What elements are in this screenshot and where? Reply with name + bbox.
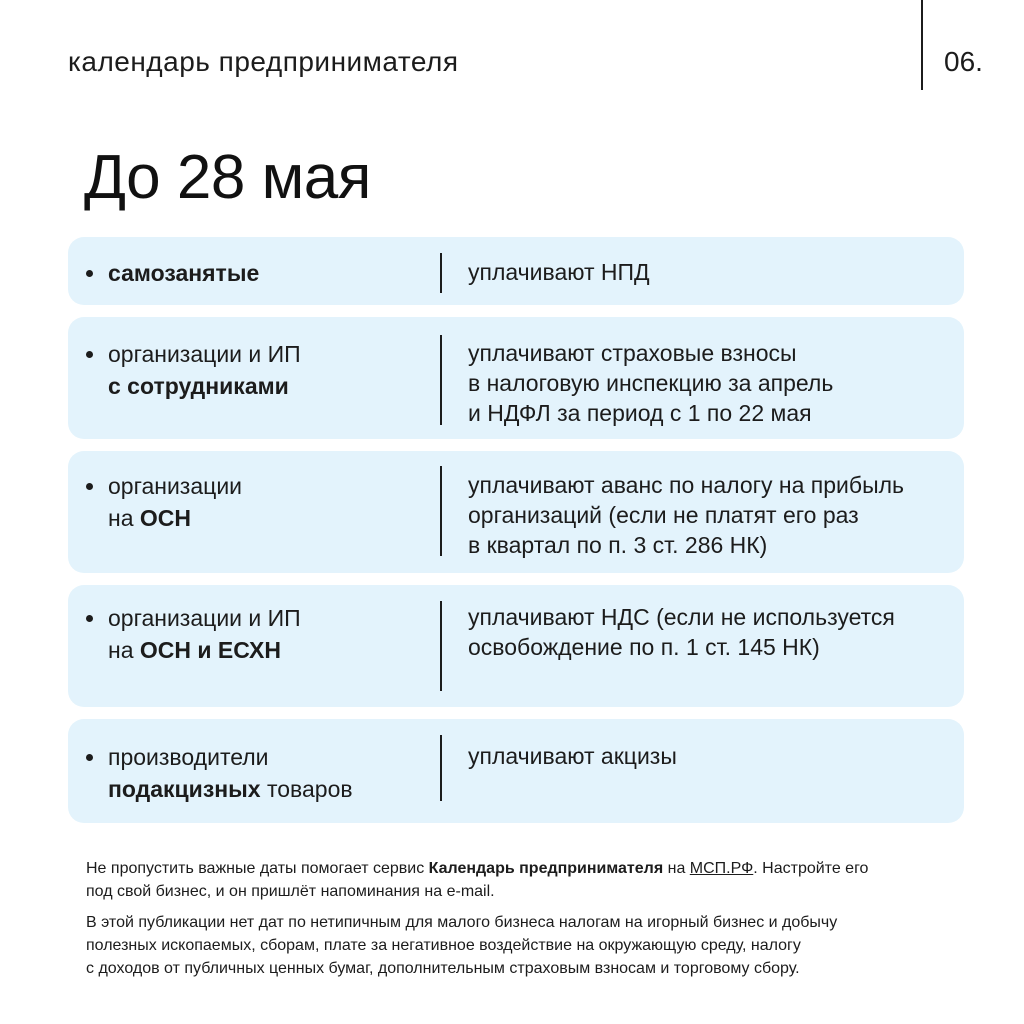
taxpayer-text: товаров — [260, 776, 353, 802]
header-divider — [921, 0, 923, 90]
card-taxpayer — [68, 338, 440, 402]
card-obligation — [442, 741, 677, 771]
obligation-line: уплачивают аванс по налогу на прибыль — [468, 472, 905, 498]
card-obligation — [442, 257, 650, 287]
footer-notes — [86, 857, 966, 988]
deadline-cards — [68, 237, 964, 835]
taxpayer-text: организации и ИП — [108, 605, 301, 631]
taxpayer-emphasis: ОСН и ЕСХН — [139, 637, 281, 663]
taxpayer-text: организации — [108, 473, 243, 499]
taxpayer-text: производители — [108, 744, 269, 770]
footer-disclaimer — [86, 911, 966, 980]
card-osn-organizations — [68, 451, 964, 573]
obligation-line: в квартал по п. 3 ст. 286 НК) — [468, 532, 768, 558]
taxpayer-text: на — [108, 637, 140, 663]
service-name: Календарь предпринимателя — [428, 860, 664, 877]
card-obligation — [442, 602, 895, 662]
obligation-line: в налоговую инспекцию за апрель — [468, 370, 834, 396]
footer-text: на — [663, 860, 690, 877]
page-number: 06. — [944, 46, 983, 77]
taxpayer-text: организации и ИП — [108, 341, 301, 367]
card-obligation — [442, 470, 904, 560]
card-self-employed — [68, 237, 964, 305]
footer-text: Не пропустить важные даты помогает сервис — [86, 860, 429, 877]
taxpayer-emphasis: с сотрудниками — [108, 373, 289, 399]
footer-text: . Настройте его — [753, 860, 869, 877]
obligation-line: организаций (если не платят его раз — [468, 502, 859, 528]
footer-text: под свой бизнес, и он пришлёт напоминания на e-mail. — [86, 883, 495, 900]
card-taxpayer — [68, 257, 440, 289]
card-taxpayer — [68, 470, 440, 534]
header-title: календарь предпринимателя — [68, 46, 459, 77]
card-osn-eskhn — [68, 585, 964, 707]
disclaimer-line: полезных ископаемых, сборам, плате за негативное воздействие на окружающую среду, налогу — [86, 937, 801, 954]
card-excise-producers — [68, 719, 964, 823]
disclaimer-line: с доходов от публичных ценных бумаг, дополнительным страховым взносам и торговому сбору. — [86, 960, 800, 977]
footer-service-note — [86, 857, 966, 903]
obligation-line: уплачивают НДС (если не используется — [468, 604, 895, 630]
card-obligation — [442, 338, 833, 428]
obligation-line: и НДФЛ за период с 1 по 22 мая — [468, 400, 812, 426]
msp-link[interactable]: МСП.РФ — [689, 860, 754, 877]
obligation-line: уплачивают НПД — [468, 259, 650, 285]
taxpayer-emphasis: ОСН — [139, 505, 192, 531]
obligation-line: уплачивают страховые взносы — [468, 340, 797, 366]
taxpayer-emphasis: самозанятые — [108, 260, 260, 286]
obligation-line: уплачивают акцизы — [468, 743, 677, 769]
card-taxpayer — [68, 602, 440, 666]
card-employers — [68, 317, 964, 439]
obligation-line: освобождение по п. 1 ст. 145 НК) — [468, 634, 820, 660]
taxpayer-text: на — [108, 505, 140, 531]
card-taxpayer — [68, 741, 440, 805]
page-title: До 28 мая — [84, 143, 371, 212]
taxpayer-emphasis: подакцизных — [108, 776, 261, 802]
disclaimer-line: В этой публикации нет дат по нетипичным для малого бизнеса налогам на игорный бизнес и добычу — [86, 914, 838, 931]
